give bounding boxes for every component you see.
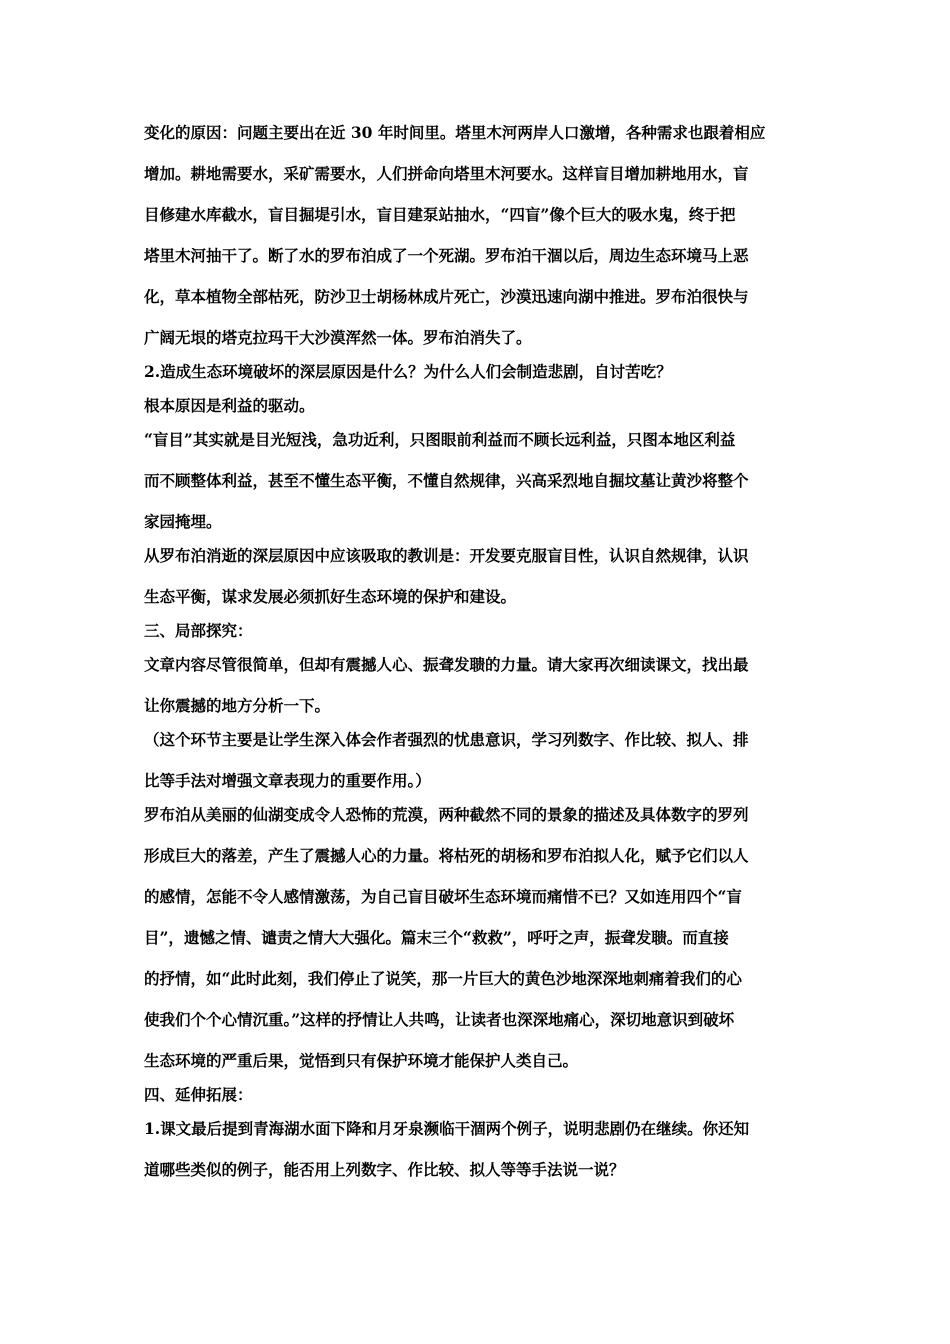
body-line: 比等手法对增强文章表现力的重要作用。）: [144, 771, 431, 790]
question-heading: 道哪些类似的例子，能否用上列数字、作比较、拟人等等手法说一说？: [144, 1160, 625, 1179]
body-line: 的抒情，如“此时此刻，我们停止了说笑，那一片巨大的黄色沙地深深地刺痛着我们的心: [144, 969, 742, 988]
body-line: 目”，遗憾之情、谴责之情大大强化。篇末三个“救救”，呼吁之声，振聋发聩。而直接: [144, 928, 729, 947]
body-line: 从罗布泊消逝的深层原因中应该吸取的教训是：开发要克服盲目性，认识自然规律，认识: [144, 546, 749, 565]
body-line: 使我们个个心情沉重。”这样的抒情让人共鸣，让读者也深深地痛心，深切地意识到破坏: [144, 1010, 735, 1029]
body-line: 生态平衡，谋求发展必须抓好生态环境的保护和建设。: [144, 587, 517, 606]
body-line: 增加。耕地需要水，采矿需要水，人们拼命向塔里木河要水。这样盲目增加耕地用水，盲: [144, 164, 749, 183]
body-line: 罗布泊从美丽的仙湖变成令人恐怖的荒漠，两种截然不同的景象的描述及具体数字的罗列: [144, 805, 749, 824]
section-heading: 三、局部探究：: [144, 621, 253, 640]
body-line: 而不顾整体利益，甚至不懂生态平衡，不懂自然规律，兴高采烈地自掘坟墓让黄沙将整个: [144, 471, 749, 490]
body-line: 根本原因是利益的驱动。: [144, 396, 315, 415]
body-line: 目修建水库截水，盲目掘堤引水，盲目建泵站抽水，“四盲”像个巨大的吸水鬼，终于把: [144, 205, 736, 224]
body-line: 让你震撼的地方分析一下。: [144, 696, 331, 715]
body-line: （这个环节主要是让学生深入体会作者强烈的忧患意识，学习列数字、作比较、拟人、排: [144, 730, 749, 749]
body-line: 变化的原因：问题主要出在近 30 年时间里。塔里木河两岸人口激增，各种需求也跟着相应: [144, 123, 766, 142]
body-line: 文章内容尽管很简单，但却有震撼人心、振聋发聩的力量。请大家再次细读课文，找出最: [144, 655, 749, 674]
body-line: 化，草本植物全部枯死，防沙卫士胡杨林成片死亡，沙漠迅速向湖中推进。罗布泊很快与: [144, 287, 749, 306]
body-line: 的感情，怎能不令人感情激荡，为自己盲目破坏生态环境而痛惜不已？又如连用四个“盲: [144, 887, 742, 906]
body-line: 塔里木河抽干了。断了水的罗布泊成了一个死湖。罗布泊干涸以后，周边生态环境马上恶: [144, 246, 749, 265]
body-line: 广阔无垠的塔克拉玛干大沙漠浑然一体。罗布泊消失了。: [144, 328, 532, 347]
question-heading: 2.造成生态环境破坏的深层原因是什么？为什么人们会制造悲剧，自讨苦吃？: [144, 362, 672, 381]
body-line: “盲目”其实就是目光短浅，急功近利，只图眼前利益而不顾长远利益，只图本地区利益: [144, 430, 736, 449]
body-line: 形成巨大的落差，产生了震撼人心的力量。将枯死的胡杨和罗布泊拟人化，赋予它们以人: [144, 846, 749, 865]
question-heading: 1.课文最后提到青海湖水面下降和月牙泉濒临干涸两个例子，说明悲剧仍在继续。你还知: [144, 1119, 750, 1138]
body-line: 家园掩埋。: [144, 512, 222, 531]
body-line: 生态环境的严重后果，觉悟到只有保护环境才能保护人类自己。: [144, 1051, 579, 1070]
document-page: [144, 121, 810, 1192]
section-heading: 四、延伸拓展：: [144, 1085, 253, 1104]
